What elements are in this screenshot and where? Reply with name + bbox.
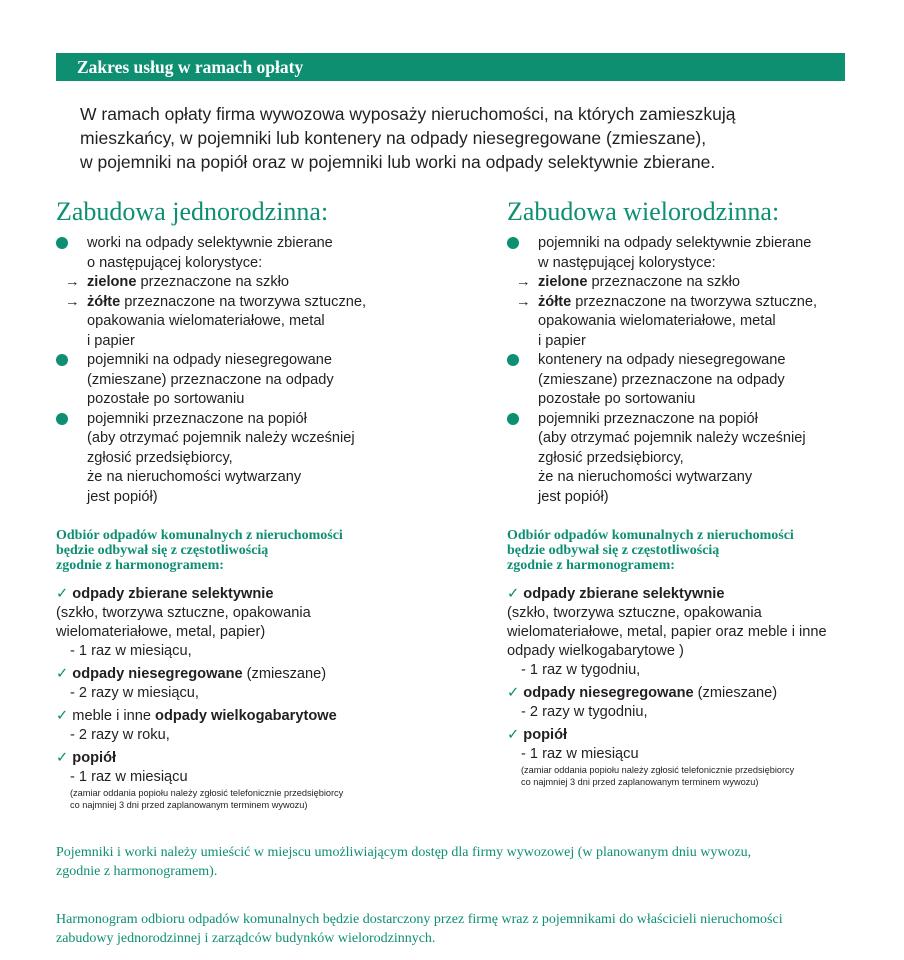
bullet-icon [507,237,519,249]
heading-multi-family: Zabudowa wielorodzinna: [507,197,780,226]
check-icon: ✓ [56,708,69,724]
list-subitem: → zielone przeznaczone na szkło [507,273,904,293]
schedule-item: ✓ odpady niesegregowane (zmieszane) - 2 razy w tygodniu, [507,685,778,720]
check-icon: ✓ [56,586,69,602]
arrow-icon: → [65,293,80,310]
schedule-list [56,585,456,811]
schedule-item: ✓ odpady zbierane selektywnie (szkło, tworzywa sztuczne, opakowania wielomateriałowe, metal, papier) - 1 raz w miesiącu, [56,586,311,659]
footer-notes: Pojemniki i worki należy umieścić w miejscu umożliwiającym dostęp dla firmy wywozowej (w planowanym dniu wywozu, zgodnie z harmonogramem). Harmonogram odbioru odpadów komunalnych będzie dostarczony przez firmę wraz z pojemnikami do właścicieli nieruchomości zabudowy jednorodzinnej i zarządców budynków wielorodzinnych. [56,845,783,946]
intro-paragraph [80,102,850,174]
check-icon: ✓ [56,750,69,766]
intro-line: mieszkańcy, w pojemniki lub kontenery na odpady niesegregowane (zmieszane), [80,128,707,148]
list-subitem: → żółte przeznaczone na tworzywa sztuczne, opakowania wielomateriałowe, metal i papier [516,293,818,349]
heading-single-family: Zabudowa jednorodzinna: [56,197,329,226]
schedule-list [507,585,904,788]
schedule-item: ✓ odpady niesegregowane (zmieszane) - 2 razy w miesiącu, [56,666,327,701]
bullet-icon [507,354,519,366]
column-multi-family [507,196,904,792]
intro-line: W ramach opłaty firma wywozowa wyposaży nieruchomości, na których zamieszkują [80,104,736,124]
arrow-icon: → [65,274,80,290]
frequency-heading: Odbiór odpadów komunalnych z nieruchomości będzie odbywał się z częstotliwością zgodnie z harmonogramem: [507,528,794,573]
list-item: kontenery na odpady niesegregowane (zmieszane) przeznaczone na odpady pozostałe po sortowaniu [507,351,904,410]
bullet-icon [56,413,68,425]
list-item: pojemniki na odpady selektywnie zbierane w następującej kolorystyce: [507,234,904,273]
arrow-icon: → [516,274,531,290]
bullet-icon [56,354,68,366]
section-banner [56,53,845,81]
list-item: pojemniki na odpady niesegregowane (zmieszane) przeznaczone na odpady pozostałe po sortowaniu [56,351,456,410]
check-icon: ✓ [507,727,520,743]
column-single-family [56,196,456,815]
frequency-heading: Odbiór odpadów komunalnych z nieruchomości będzie odbywał się z częstotliwością zgodnie z harmonogramem: [56,528,343,573]
list-subitem: → żółte przeznaczone na tworzywa sztuczne, opakowania wielomateriałowe, metal i papier [65,293,367,349]
schedule-item: ✓ popiół - 1 raz w miesiącu (zamiar oddania popiołu należy zgłosić telefonicznie przedsiębiorcy co najmniej 3 dni przed zaplanowanym terminem wywozu) [507,726,904,788]
check-icon: ✓ [507,685,520,701]
banner-title: Zakres usług w ramach opłaty [77,57,304,77]
intro-line: w pojemniki na popiół oraz w pojemniki lub worki na odpady selektywnie zbierane. [80,152,716,172]
schedule-item: ✓ meble i inne odpady wielkogabarytowe - 2 razy w roku, [56,708,337,743]
bullet-icon [507,413,519,425]
check-icon: ✓ [56,666,69,682]
list-item: pojemniki przeznaczone na popiół (aby otrzymać pojemnik należy wcześniej zgłosić przedsiębiorcy, że na nieruchomości wytwarzany jest popiół) [56,410,456,508]
note-text: (zamiar oddania popiołu należy zgłosić telefonicznie przedsiębiorcy co najmniej 3 dni przed zaplanowanym terminem wywozu) [521,765,795,787]
schedule-item: ✓ odpady zbierane selektywnie (szkło, tworzywa sztuczne, opakowania wielomateriałowe, metal, papier oraz meble i inne odpady wielkogabarytowe ) - 1 raz w tygodniu, [507,586,827,678]
list-item: pojemniki przeznaczone na popiół (aby otrzymać pojemnik należy wcześniej zgłosić przedsiębiorcy, że na nieruchomości wytwarzany jest popiół) [507,410,904,508]
list-item: worki na odpady selektywnie zbierane o następującej kolorystyce: [56,234,456,273]
schedule-item: ✓ popiół - 1 raz w miesiącu (zamiar oddania popiołu należy zgłosić telefonicznie przedsiębiorcy co najmniej 3 dni przed zaplanowanym terminem wywozu) [56,749,456,811]
bullet-icon [56,237,68,249]
note-text: (zamiar oddania popiołu należy zgłosić telefonicznie przedsiębiorcy co najmniej 3 dni przed zaplanowanym terminem wywozu) [70,788,344,810]
arrow-icon: → [516,293,531,310]
check-icon: ✓ [507,586,520,602]
list-subitem: → zielone przeznaczone na szkło [56,273,456,293]
